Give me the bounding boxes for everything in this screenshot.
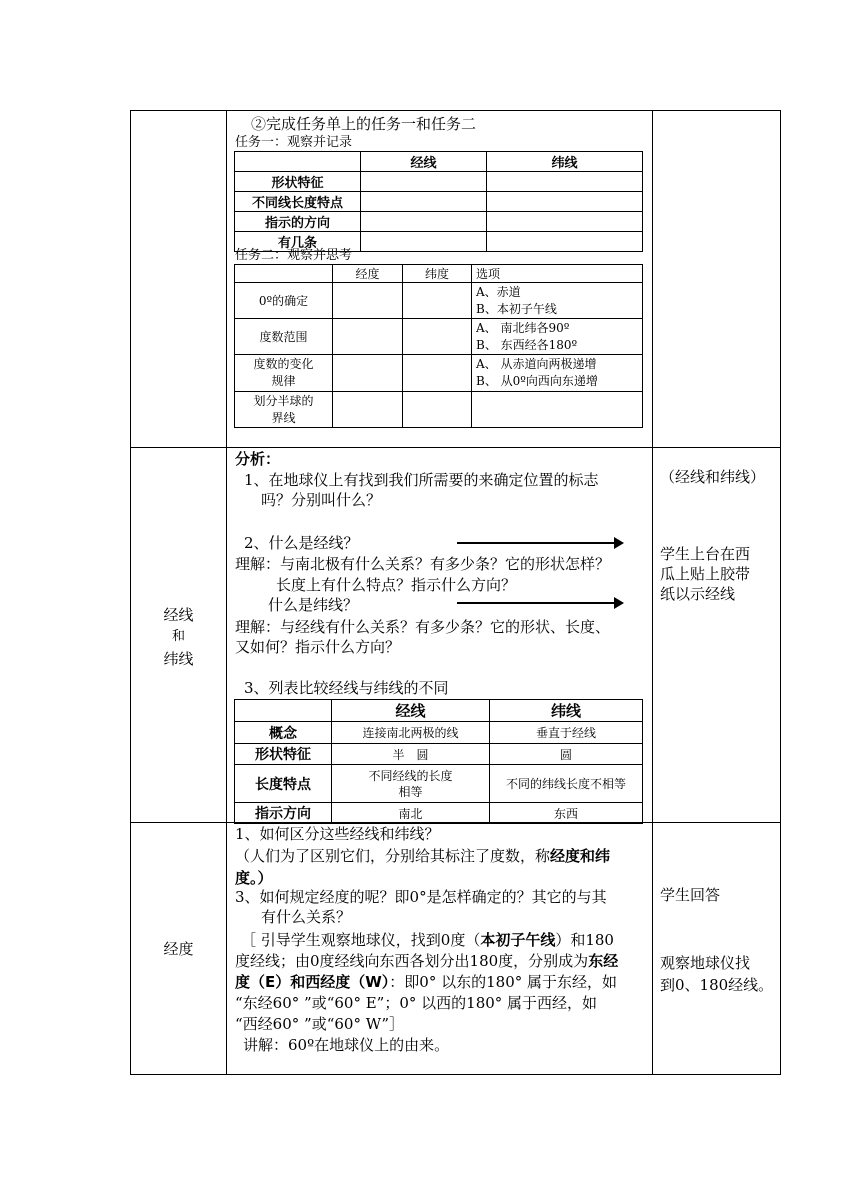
task2-cell[interactable] (333, 319, 403, 355)
option-b: B、本初子午线 (476, 301, 557, 316)
task2-cell[interactable] (333, 355, 403, 392)
section3-right-note-1: 学生回答 (660, 886, 721, 904)
task1-row-label: 不同线长度特点 (235, 192, 361, 212)
task1-cell[interactable] (361, 212, 487, 232)
compare-cell: 垂直于经线 (490, 722, 643, 744)
compare-table (234, 699, 643, 824)
question-2b: 什么是纬线？ (268, 596, 359, 614)
question-2-understand-1: 理解：与南北极有什么关系？有多少条？它的形状怎样？ (235, 555, 611, 573)
compare-header-parallel: 纬线 (490, 700, 643, 722)
task2-row-label: 度数的变化 规律 (235, 355, 333, 392)
section3-left-label: 经度 (163, 940, 194, 958)
task-heading: ②完成任务单上的任务一和任务二 (251, 115, 477, 133)
task1-row-label: 形状特征 (235, 172, 361, 192)
arrow-right-icon (457, 602, 622, 604)
question-1-line1: 1、在地球仪上有找到我们所需要的来确定位置的标志 (244, 471, 599, 489)
task1-cell[interactable] (361, 172, 487, 192)
task1-cell[interactable] (487, 212, 643, 232)
task1-cell[interactable] (487, 192, 643, 212)
compare-cell: 连接南北两极的线 (332, 722, 490, 744)
option-b: B、 从0º向西向东递增 (476, 374, 598, 388)
task2-cell[interactable] (403, 355, 472, 392)
section2-right-note-1: （经线和纬线） (660, 468, 766, 486)
task2-cell[interactable] (403, 392, 472, 428)
s3-line-2: （人们为了区别它们，分别给其标注了度数，称经度和纬 (235, 847, 611, 865)
task2-table (234, 264, 643, 428)
compare-cell: 半 圆 (332, 744, 490, 765)
task2-cell[interactable] (333, 283, 403, 319)
s3-line-3: 度。） (235, 869, 273, 887)
compare-cell: 不同的纬线长度不相等 (490, 765, 643, 803)
col-divider-1 (226, 110, 227, 1075)
section2-right-note-2: 学生上台在西 瓜上贴上胶带 纸以示经线 (660, 545, 751, 603)
task2-row-label: 0º的确定 (235, 283, 333, 319)
outer-left-border (130, 110, 131, 1075)
compare-row-label: 长度特点 (235, 765, 332, 803)
s3-line-11: 讲解：60º在地球仪上的由来。 (243, 1036, 450, 1054)
outer-top-border (130, 110, 781, 111)
s3-line-5: 有什么关系？ (261, 908, 352, 926)
task2-row-label: 划分半球的 界线 (235, 392, 333, 428)
arrow-right-icon (457, 542, 622, 544)
compare-cell: 不同经线的长度 相等 (332, 765, 490, 803)
task2-row-label: 度数范围 (235, 319, 333, 355)
task2-title: 任务二：观察并思考 (235, 248, 353, 263)
s3-line-8: 度（E）和西经度（W）：即0° 以东的180° 属于东经，如 (235, 973, 618, 991)
compare-cell: 东西 (490, 803, 643, 824)
task1-header-parallel: 纬线 (487, 152, 643, 172)
s3-line-6: ［ 引导学生观察地球仪，找到0度（本初子午线）和180 (241, 931, 614, 949)
task1-cell[interactable] (487, 172, 643, 192)
compare-row-label: 概念 (235, 722, 332, 744)
task1-cell[interactable] (361, 232, 487, 252)
option-a: A、赤道 (476, 284, 521, 299)
task2-options (472, 355, 643, 392)
s3-line-7: 度经线；由0度经线向东西各划分出180度，分别成为东经 (235, 952, 619, 970)
option-a: A、 南北纬各90º (476, 320, 570, 335)
compare-header-meridian: 经线 (332, 700, 490, 722)
compare-row-label: 形状特征 (235, 744, 332, 765)
task2-header-latitude: 纬度 (403, 265, 472, 283)
question-2b-understand-1: 理解：与经线有什么关系？有多少条？它的形状、长度、 (235, 618, 611, 636)
analysis-title: 分析： (235, 450, 281, 468)
task2-header-options: 选项 (472, 265, 643, 283)
question-2b-understand-2: 又如何？指示什么方向？ (235, 638, 401, 656)
question-1-line2: 吗？分别叫什么？ (261, 491, 382, 509)
outer-bottom-border (130, 1074, 781, 1075)
task1-row-label: 有几条 (235, 232, 361, 252)
option-b: B、 东西经各180º (476, 337, 578, 352)
compare-cell: 圆 (490, 744, 643, 765)
compare-row-label: 指示方向 (235, 803, 332, 824)
task1-row-label: 指示的方向 (235, 212, 361, 232)
s3-line-9: “东经60° ”或“60° E”；0° 以西的180° 属于西经，如 (235, 994, 598, 1012)
task1-header-meridian: 经线 (361, 152, 487, 172)
task1-table (234, 151, 643, 252)
s3-line-10: “西经60° ”或“60° W”］ (235, 1015, 405, 1033)
task2-cell[interactable] (472, 392, 643, 428)
task1-cell[interactable] (487, 232, 643, 252)
section2-left-label: 经线 和 纬线 (163, 606, 194, 668)
task2-cell[interactable] (333, 392, 403, 428)
task1-cell[interactable] (361, 192, 487, 212)
question-3: 3、列表比较经线与纬线的不同 (244, 679, 449, 697)
section3-right-note-2: 观察地球仪找 到0、180经线。 (660, 954, 774, 994)
s3-line-1: 1、如何区分这些经线和纬线？ (235, 825, 440, 843)
task2-header-longitude: 经度 (333, 265, 403, 283)
task2-options (472, 283, 643, 319)
compare-cell: 南北 (332, 803, 490, 824)
question-2-understand-2: 长度上有什么特点？指示什么方向？ (276, 576, 517, 594)
option-a: A、 从赤道向两极递增 (476, 357, 597, 371)
question-2: 2、什么是经线？ (244, 534, 359, 552)
s3-line-4: 3、如何规定经度的呢？即0°是怎样确定的？其它的与其 (235, 888, 607, 906)
row-divider-1 (130, 447, 781, 448)
task2-cell[interactable] (403, 283, 472, 319)
task2-cell[interactable] (403, 319, 472, 355)
col-divider-2 (652, 110, 653, 1075)
task2-options (472, 319, 643, 355)
outer-right-border (780, 110, 781, 1075)
task1-title: 任务一：观察并记录 (235, 135, 353, 150)
